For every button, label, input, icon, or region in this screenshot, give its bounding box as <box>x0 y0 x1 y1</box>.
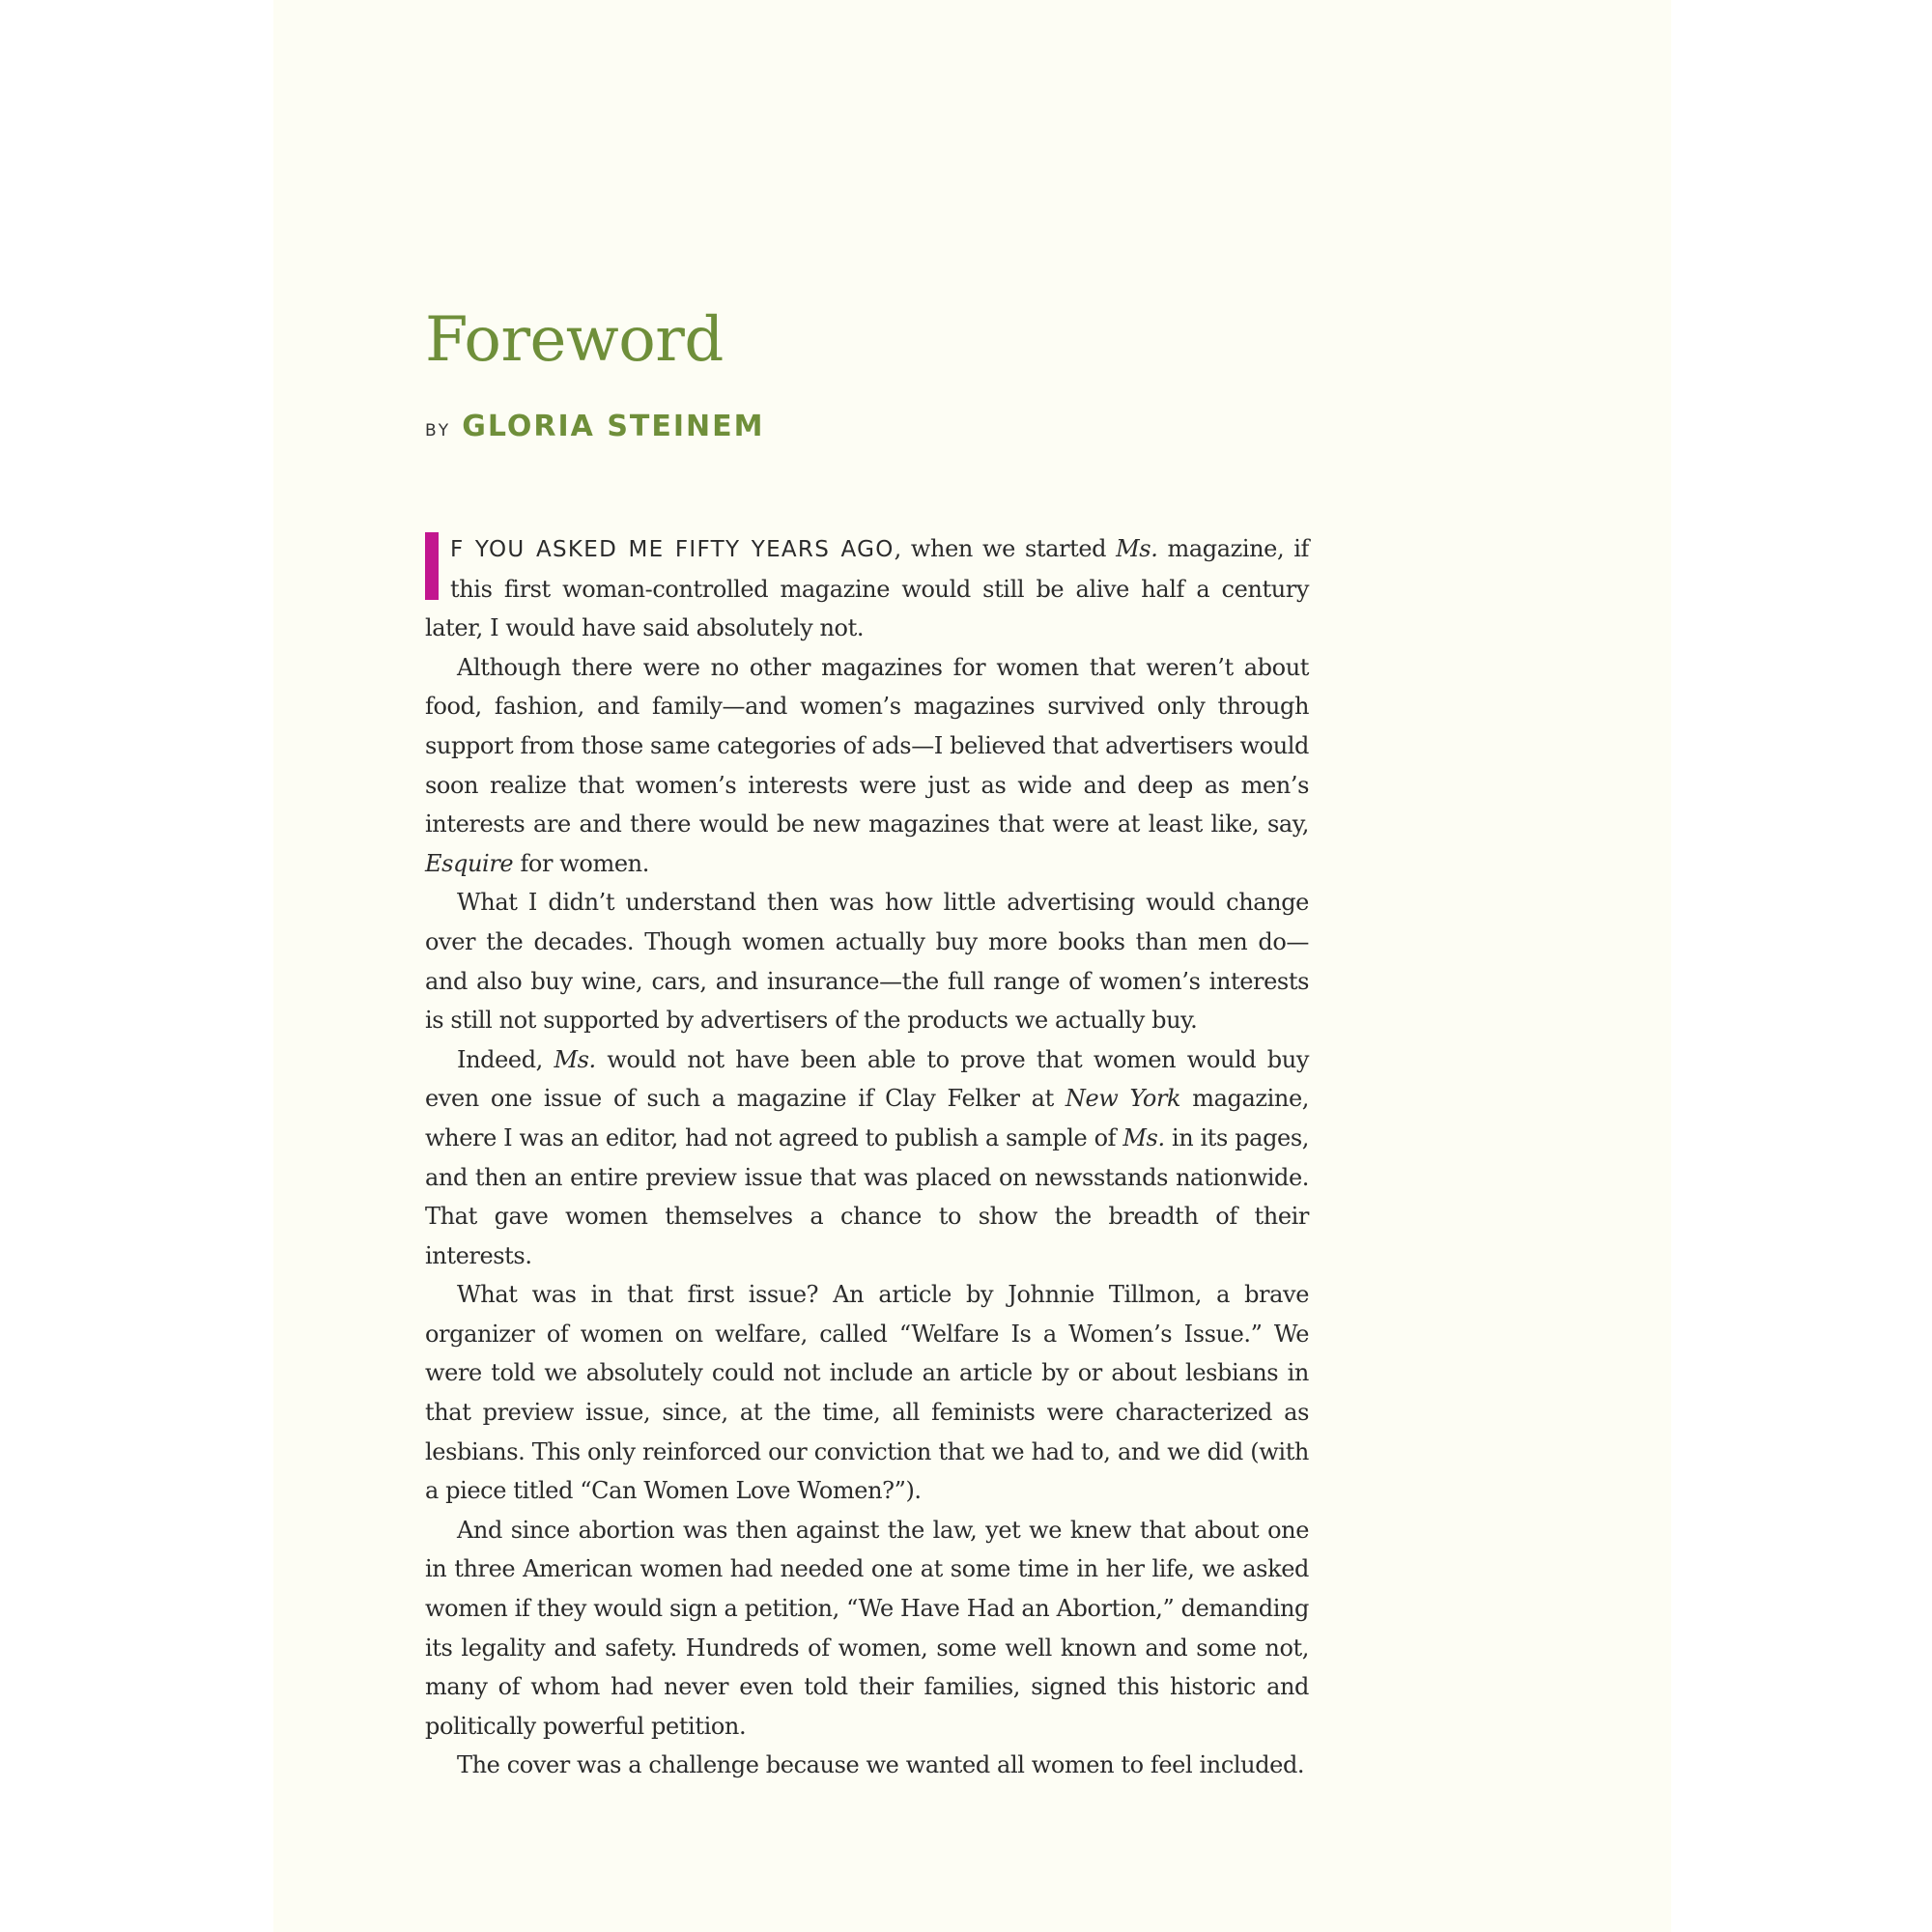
italic-text: Ms. <box>1122 1123 1165 1151</box>
paragraph-text: The cover was a challenge because we wanted all women to feel included. <box>457 1751 1305 1779</box>
paragraph-text: magazine, if this first woman-controlled magazine would still be alive half a century later, I would have said absolutely not. <box>425 535 1309 642</box>
paragraph-text: What I didn’t understand then was how little advertising would change over the decades. Though women actually buy more books than men do—and also buy wine, cars, and insurance—the full range of women’s interests is still not supported by advertisers of the products we actually buy. <box>425 889 1309 1035</box>
paragraph-text: Indeed, <box>457 1045 554 1073</box>
body-paragraph <box>425 883 1309 1039</box>
byline-by: BY <box>425 421 452 440</box>
body-paragraph <box>425 1275 1309 1511</box>
paragraph-text: What was in that first issue? An article by Johnnie Tillmon, a brave organizer of women on welfare, called “Welfare Is a Women’s Issue.” We were told we absolutely could not include an article by or about lesbians in that preview issue, since, at the time, all feminists were characterized as lesbians. This only reinforced our conviction that we had to, and we did (with a piece titled “Can Women Love Women?”). <box>425 1281 1309 1505</box>
italic-text: New York <box>1065 1085 1181 1113</box>
byline-author: GLORIA STEINEM <box>462 410 765 443</box>
lead-in-text: F YOU ASKED ME FIFTY YEARS AGO <box>450 537 895 562</box>
italic-text: Esquire <box>425 849 514 877</box>
body-paragraph <box>425 648 1309 884</box>
drop-cap-bar <box>425 532 439 600</box>
paragraph-text: , when we started <box>894 535 1117 562</box>
paragraph-text: Although there were no other magazines for women that weren’t about food, fashion, and family—and women’s magazines survived only through support from those same categories of ads—I believed that advertisers would soon realize that women’s interests were just as wide and deep as men’s interests are and there would be new magazines that were at least like, say, <box>425 653 1309 838</box>
body-paragraph <box>425 1511 1309 1747</box>
byline <box>425 410 765 443</box>
italic-text: Ms. <box>554 1045 596 1073</box>
body-text <box>425 529 1309 1785</box>
italic-text: Ms. <box>1116 535 1158 562</box>
paragraph-text: in its pages, and then an entire preview issue that was placed on newsstands nationwide. That gave women themselves a chance to show the breadth of their interests. <box>425 1123 1309 1269</box>
paragraph-text: magazine, where I was an editor, had not agreed to publish a sample of <box>425 1085 1310 1151</box>
page-title: Foreword <box>425 304 724 376</box>
body-paragraph <box>425 1040 1309 1276</box>
lead-paragraph <box>425 529 1309 648</box>
body-paragraph <box>425 1746 1309 1785</box>
paragraph-text: And since abortion was then against the law, yet we knew that about one in three American women had needed one at some time in her life, we asked women if they would sign a petition, “We Have Had an Abortion,” demanding its legality and safety. Hundreds of women, some well known and some not, many of whom had never even told their families, signed this historic and politically powerful petition. <box>425 1516 1309 1740</box>
book-page <box>273 0 1671 1932</box>
paragraph-text: for women. <box>513 849 649 877</box>
paragraph-text: would not have been able to prove that women would buy even one issue of such a magazine if Clay Felker at <box>425 1045 1309 1113</box>
